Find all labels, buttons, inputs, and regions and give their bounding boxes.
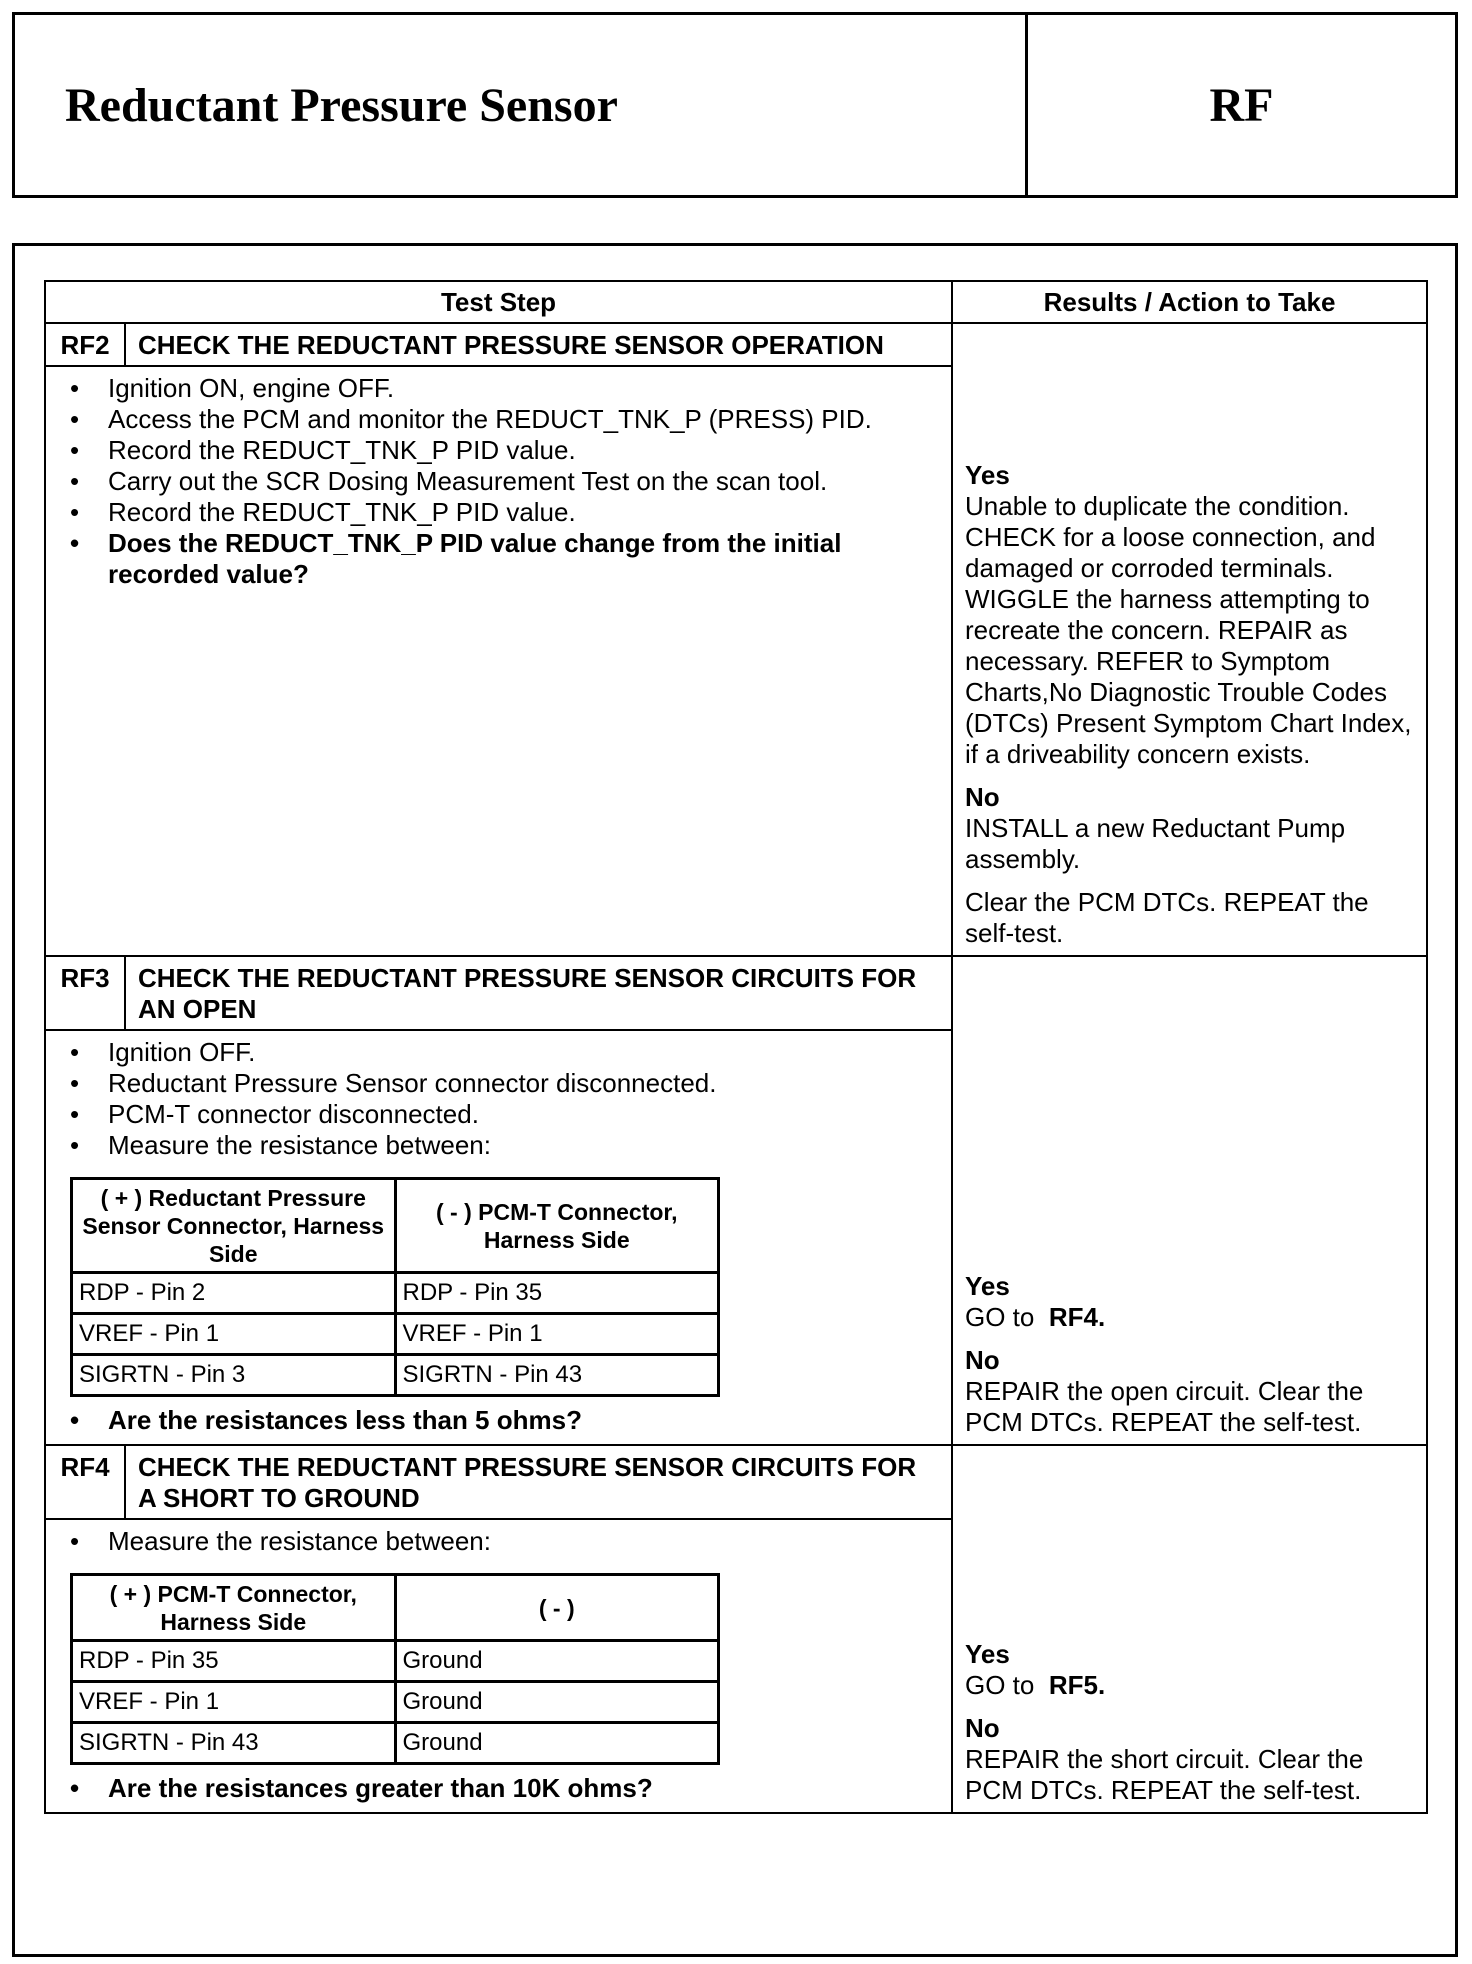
rf2-results	[952, 323, 1427, 956]
rf4-question: • Are the resistances greater than 10K ohms?	[68, 1773, 939, 1804]
rf2-title: CHECK THE REDUCTANT PRESSURE SENSOR OPERATION	[125, 323, 952, 366]
rf3-question: • Are the resistances less than 5 ohms?	[68, 1405, 939, 1436]
table-row	[72, 1641, 719, 1682]
rf4-no-text: REPAIR the short circuit. Clear the PCM DTCs. REPEAT the self-test.	[965, 1744, 1364, 1805]
rf3-no-text: REPAIR the open circuit. Clear the PCM DTCs. REPEAT the self-test.	[965, 1376, 1364, 1437]
table-cell: Ground	[395, 1723, 719, 1764]
rf2-yes-text: Unable to duplicate the condition. CHECK for a loose connection, and damaged or corroded terminals. WIGGLE the harness attempting to recreate the concern. REPAIR as necessary. REFER to Symptom Charts,No Diagnostic Trouble Codes (DTCs) Present Symptom Chart Index, if a driveability concern exists.	[965, 491, 1412, 769]
rf4-go-target: RF5.	[1048, 1670, 1106, 1700]
pinpoint-test-table	[44, 280, 1428, 1814]
rf2-no-label: No	[965, 782, 1000, 812]
list-item: • Access the PCM and monitor the REDUCT_TNK_P (PRESS) PID.	[108, 404, 939, 435]
rf4-step-list	[68, 1526, 939, 1557]
rf4-body	[45, 1519, 952, 1813]
rf3-go-target: RF4.	[1048, 1302, 1106, 1332]
rf4-results	[952, 1445, 1427, 1813]
table-cell: SIGRTN - Pin 43	[72, 1723, 396, 1764]
table-row	[72, 1314, 719, 1355]
table-row	[72, 1273, 719, 1314]
rf2-question: • Does the REDUCT_TNK_P PID value change from the initial recorded value?	[108, 528, 939, 590]
rf3-title-row	[45, 956, 1427, 1030]
step-id-rf3: RF3	[45, 956, 125, 1030]
list-item: • Record the REDUCT_TNK_P PID value.	[108, 435, 939, 466]
rf4-no-label: No	[965, 1713, 1000, 1743]
list-item: • PCM-T connector disconnected.	[108, 1099, 939, 1130]
table-cell: Ground	[395, 1641, 719, 1682]
rf3-col-minus: ( - ) PCM-T Connector, Harness Side	[395, 1179, 719, 1273]
rf4-title-row	[45, 1445, 1427, 1519]
table-cell: SIGRTN - Pin 43	[395, 1355, 719, 1396]
table-cell: SIGRTN - Pin 3	[72, 1355, 396, 1396]
rf2-step-list	[68, 373, 939, 590]
list-item: • Measure the resistance between:	[108, 1130, 939, 1161]
rf3-no-label: No	[965, 1345, 1000, 1375]
page-header	[12, 12, 1458, 198]
table-cell: VREF - Pin 1	[72, 1682, 396, 1723]
rf4-yes-line	[965, 1670, 1418, 1701]
rf3-title: CHECK THE REDUCTANT PRESSURE SENSOR CIRCUITS FOR AN OPEN	[125, 956, 952, 1030]
rf4-col-minus: ( - )	[395, 1575, 719, 1641]
section-code: RF	[1209, 78, 1274, 132]
rf4-title: CHECK THE REDUCTANT PRESSURE SENSOR CIRCUITS FOR A SHORT TO GROUND	[125, 1445, 952, 1519]
rf3-go-to: GO to	[965, 1302, 1035, 1332]
rf3-yes-line	[965, 1302, 1418, 1333]
rf3-yes-label: Yes	[965, 1271, 1010, 1301]
page-title: Reductant Pressure Sensor	[15, 15, 1028, 195]
rf4-resistance-table	[70, 1573, 720, 1765]
rf2-title-row	[45, 323, 1427, 366]
rf3-resistance-table	[70, 1177, 720, 1397]
list-item: • Measure the resistance between:	[108, 1526, 939, 1557]
table-cell: RDP - Pin 35	[395, 1273, 719, 1314]
table-row	[72, 1682, 719, 1723]
test-step-header: Test Step	[45, 281, 952, 323]
table-cell: RDP - Pin 2	[72, 1273, 396, 1314]
list-item: • Ignition ON, engine OFF.	[108, 373, 939, 404]
step-id-rf4: RF4	[45, 1445, 125, 1519]
step-id-rf2: RF2	[45, 323, 125, 366]
table-cell: VREF - Pin 1	[395, 1314, 719, 1355]
list-item: • Ignition OFF.	[108, 1037, 939, 1068]
table-cell: VREF - Pin 1	[72, 1314, 396, 1355]
rf3-results	[952, 956, 1427, 1445]
results-header: Results / Action to Take	[952, 281, 1427, 323]
rf3-body	[45, 1030, 952, 1445]
rf4-yes-label: Yes	[965, 1639, 1010, 1669]
rf3-step-list	[68, 1037, 939, 1161]
rf4-go-to: GO to	[965, 1670, 1035, 1700]
rf2-no-text2: Clear the PCM DTCs. REPEAT the self-test.	[965, 887, 1369, 948]
table-header-row	[45, 281, 1427, 323]
table-cell: Ground	[395, 1682, 719, 1723]
rf3-col-plus: ( + ) Reductant Pressure Sensor Connector, Harness Side	[72, 1179, 396, 1273]
rf2-yes-label: Yes	[965, 460, 1010, 490]
list-item: • Record the REDUCT_TNK_P PID value.	[108, 497, 939, 528]
rf4-col-plus: ( + ) PCM-T Connector, Harness Side	[72, 1575, 396, 1641]
table-cell: RDP - Pin 35	[72, 1641, 396, 1682]
rf2-body	[45, 366, 952, 956]
table-row	[72, 1355, 719, 1396]
list-item: • Carry out the SCR Dosing Measurement Test on the scan tool.	[108, 466, 939, 497]
rf2-no-text: INSTALL a new Reductant Pump assembly.	[965, 813, 1346, 874]
list-item: • Reductant Pressure Sensor connector disconnected.	[108, 1068, 939, 1099]
table-row	[72, 1723, 719, 1764]
